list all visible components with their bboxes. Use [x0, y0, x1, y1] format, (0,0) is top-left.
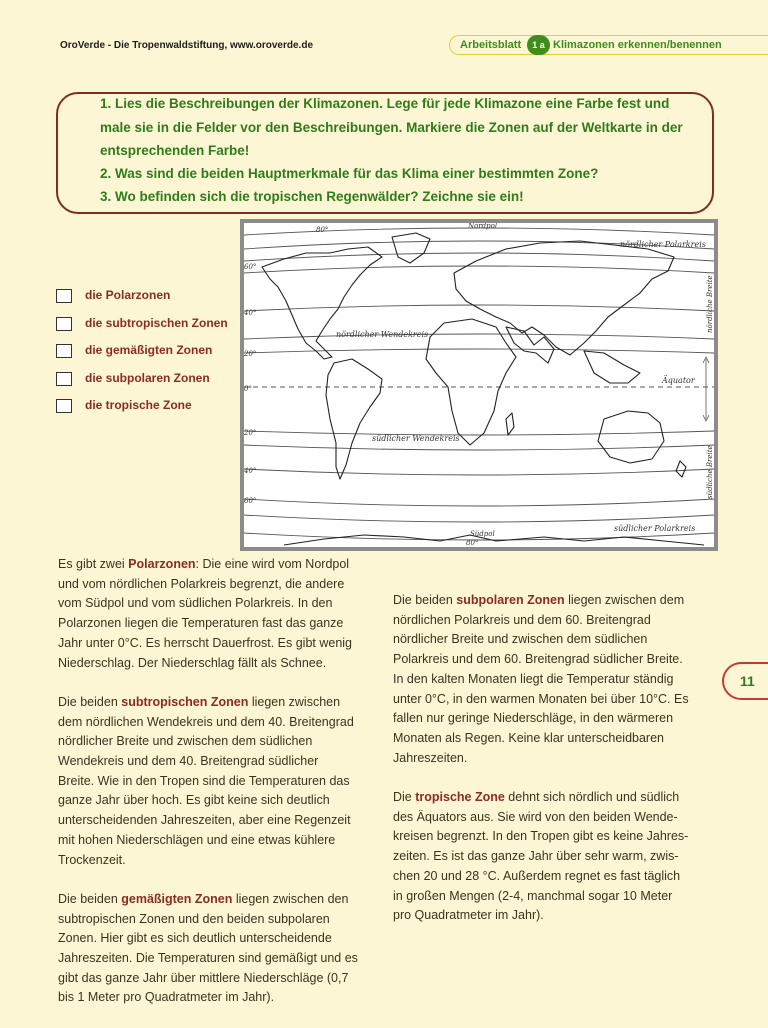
polar-zones-paragraph: [58, 555, 358, 673]
map-label-lat-80n: 80°: [316, 226, 329, 234]
color-box-polar[interactable]: [56, 289, 72, 303]
text-line: fallen nur geringe Niederschläge, in den wärmeren: [393, 711, 674, 726]
temperate-zones-paragraph: [58, 890, 358, 1008]
text-segment: dehnt sich nördlich und südlich: [504, 790, 680, 805]
text-line: vom Südpol und vom südlichen Polarkreis. In den: [58, 596, 333, 611]
term-tropical-zone: tropische Zone: [415, 790, 505, 805]
map-label-lat-20n: 20°: [244, 350, 257, 358]
parallel-60n: [244, 266, 714, 273]
map-label-north-pole: Nordpol: [468, 223, 498, 230]
text-line: Zonen. Hier gibt es sich deutlich unterscheidende: [58, 931, 332, 946]
south-america-shape: [326, 359, 382, 479]
map-label-equator: Äquator: [662, 376, 695, 385]
eurasia-shape: [454, 241, 674, 355]
text-line: Jahr unter 0°C. Es herrscht Dauerfrost. Es gibt wenig: [58, 635, 353, 650]
text-segment: Die beiden: [58, 891, 122, 906]
text-segment: Die: [393, 790, 416, 805]
sheet-number-badge: 1 a: [527, 35, 550, 55]
text-line: kreisen begrenzt. In den Tropen gibt es keine Jahres-: [393, 829, 689, 844]
new-zealand-shape: [676, 461, 686, 477]
text-line: des Äquators aus. Sie wird von den beiden Wende-: [393, 809, 678, 824]
text-line: Trockenzeit.: [58, 852, 126, 867]
text-line: Jahreszeiten. Die Temperaturen sind gemäßigt und es: [58, 951, 358, 966]
text-line: Niederschlag. Der Niederschlag fällt als Schnee.: [58, 655, 327, 670]
text-line: Polarkreis und dem 60. Breitengrad südlicher Breite.: [393, 652, 683, 667]
map-label-lat-40n: 40°: [244, 309, 257, 317]
text-line: gibt das ganze Jahr über mittlere Niederschläge (0,7: [58, 970, 349, 985]
text-line: Jahreszeiten.: [393, 750, 468, 765]
greenland-shape: [392, 233, 430, 263]
right-text-column: [393, 591, 689, 946]
task-line-2: male sie in die Felder vor den Beschreibungen. Markiere die Zonen auf der Weltkarte in der: [100, 120, 683, 135]
madagascar-shape: [506, 413, 514, 435]
sheet-topic: Klimazonen erkennen/benennen: [553, 39, 722, 51]
text-line: mit hohen Niederschlägen und eine etwas kühlere: [58, 832, 336, 847]
parallel-60s: [244, 499, 714, 506]
text-line: nördlicher Breite und zwischen dem südlichen: [58, 734, 313, 749]
term-polar-zones: Polarzonen: [128, 557, 196, 571]
map-label-lat-20s: 20°: [244, 429, 257, 437]
south-polar-circle-line: [244, 515, 714, 522]
world-map-drawing: [244, 223, 714, 547]
text-line: chen 20 und 28 °C. Außerdem regnet es fast täglich: [393, 868, 681, 883]
header-publisher: OroVerde - Die Tropenwaldstiftung, www.oroverde.de: [60, 40, 314, 51]
left-text-column: [58, 555, 358, 1028]
color-box-temperate[interactable]: [56, 344, 72, 358]
parallel-40s: [244, 469, 714, 475]
text-line: subtropischen Zonen und den beiden subpolaren: [58, 911, 330, 926]
map-label-south-pole: Südpol: [470, 530, 495, 538]
text-line: unterscheidenden Jahreszeiten, aber eine Regenzeit: [58, 813, 351, 828]
page-number: 11: [740, 673, 755, 689]
task-line-1: 1. Lies die Beschreibungen der Klimazonen. Lege für jede Klimazone eine Farbe fest und: [100, 96, 670, 111]
legend-label-temperate: die gemäßigten Zonen: [85, 343, 213, 357]
text-line: in großen Mengen (2-4, manchmal sogar 10 Meter: [393, 888, 673, 903]
map-label-northern-latitude: nördliche Breite: [706, 275, 714, 333]
map-label-south-polar-circle: südlicher Polarkreis: [614, 524, 696, 533]
north-america-shape: [262, 247, 382, 359]
text-line: zeiten. Es ist das ganze Jahr über sehr warm, zwis-: [393, 849, 679, 864]
map-label-lat-40s: 40°: [244, 467, 257, 475]
subpolar-zones-paragraph: [393, 591, 689, 768]
subtropical-zones-paragraph: [58, 693, 358, 870]
map-label-north-polar-circle: nördlicher Polarkreis: [620, 240, 706, 249]
south-tropic-line: [244, 445, 714, 450]
term-subtropical-zones: subtropischen Zonen: [121, 694, 249, 709]
text-segment: Die beiden: [58, 694, 122, 709]
legend-label-tropical: die tropische Zone: [85, 398, 192, 412]
text-line: Monaten als Regen. Keine klar unterscheidbaren: [393, 730, 665, 745]
page-number-tab: [722, 662, 768, 700]
color-box-subpolar[interactable]: [56, 372, 72, 386]
map-label-north-tropic: nördlicher Wendekreis: [336, 330, 429, 339]
text-line: bis 1 Meter pro Quadratmeter im Jahr).: [58, 990, 275, 1005]
world-map: [240, 219, 718, 551]
north-tropic-line: [244, 334, 714, 339]
text-line: nördlicher Breite und zwischen dem südlichen: [393, 632, 648, 647]
color-box-tropical[interactable]: [56, 399, 72, 413]
task-line-5: 3. Wo befinden sich die tropischen Regenwälder? Zeichne sie ein!: [100, 189, 524, 204]
text-segment: liegen zwischen: [248, 694, 341, 709]
text-segment: Es gibt zwei: [58, 557, 129, 571]
parallel-20s: [244, 431, 714, 435]
task-line-3: entsprechenden Farbe!: [100, 143, 250, 158]
text-segment: Die beiden: [393, 593, 457, 607]
term-temperate-zones: gemäßigten Zonen: [121, 891, 233, 906]
text-line: ganze Jahr über hoch. Es gibt keine sich deutlich: [58, 793, 330, 808]
text-line: In den kalten Monaten liegt die Temperatur ständig: [393, 671, 674, 686]
text-line: unter 0°C, in den warmen Monaten bei über 10°C. Es: [393, 691, 689, 706]
text-line: Breite. Wie in den Tropen sind die Temperaturen das: [58, 773, 350, 788]
text-line: und vom nördlichen Polarkreis begrenzt, die andere: [58, 576, 345, 591]
sheet-label: Arbeitsblatt: [460, 39, 522, 51]
map-label-lat-60s: 60°: [244, 497, 257, 505]
text-line: pro Quadratmeter im Jahr).: [393, 908, 544, 923]
southeast-asia-shape: [584, 351, 640, 383]
australia-shape: [598, 411, 664, 463]
text-line: dem nördlichen Wendekreis und dem 40. Breitengrad: [58, 714, 354, 729]
map-label-lat-0: 0°: [244, 385, 252, 393]
map-label-south-tropic: südlicher Wendekreis: [372, 434, 460, 443]
text-segment: liegen zwischen dem: [564, 593, 685, 607]
legend-label-subtropical: die subtropischen Zonen: [85, 316, 228, 330]
term-subpolar-zones: subpolaren Zonen: [456, 593, 565, 607]
text-line: Wendekreis und dem 40. Breitengrad südlicher: [58, 754, 319, 769]
tropical-zone-paragraph: [393, 788, 689, 926]
text-segment: : Die eine wird vom Nordpol: [195, 557, 350, 571]
arabia-india-shape: [506, 327, 554, 363]
africa-shape: [426, 319, 516, 445]
color-box-subtropical[interactable]: [56, 317, 72, 331]
text-line: nördlichen Polarkreis und dem 60. Breitengrad: [393, 612, 651, 627]
map-label-southern-latitude: südliche Breite: [706, 445, 714, 499]
legend-label-polar: die Polarzonen: [85, 288, 171, 302]
map-label-lat-60n: 60°: [244, 263, 257, 271]
text-line: Polarzonen liegen die Temperaturen fast das ganze: [58, 616, 344, 631]
text-segment: liegen zwischen den: [232, 891, 349, 906]
map-label-lat-80s: 80°: [466, 539, 479, 547]
legend-label-subpolar: die subpolaren Zonen: [85, 371, 210, 385]
task-line-4: 2. Was sind die beiden Hauptmerkmale für das Klima einer bestimmten Zone?: [100, 166, 599, 181]
